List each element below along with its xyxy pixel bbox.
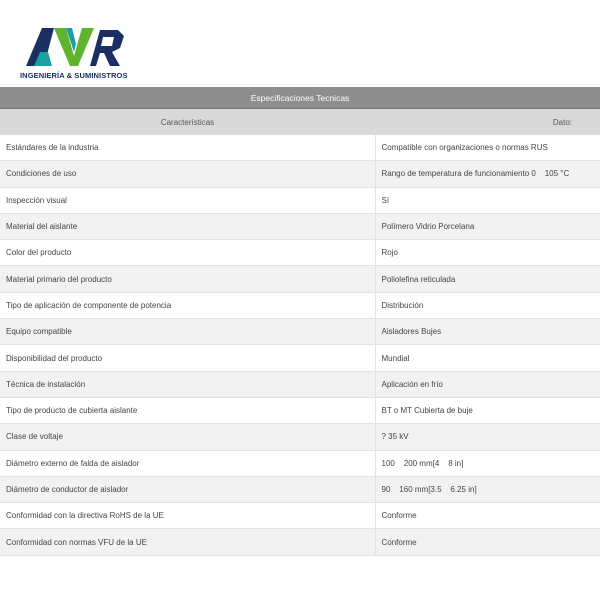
company-logo <box>20 22 130 84</box>
spec-label: Material primario del producto <box>0 266 375 292</box>
spec-label: Equipo compatible <box>0 319 375 345</box>
avr-logo-mark <box>20 22 130 70</box>
spec-label: Tipo de aplicación de componente de potencia <box>0 292 375 318</box>
spec-value: Distribución <box>375 292 600 318</box>
spec-label: Conformidad con normas VFU de la UE <box>0 529 375 555</box>
table-row <box>0 529 600 555</box>
table-row <box>0 450 600 476</box>
specifications-table <box>0 87 600 556</box>
table-row <box>0 345 600 371</box>
table-title: Especificaciones Tecnicas <box>0 87 600 109</box>
spec-label: Diámetro externo de falda de aislador <box>0 450 375 476</box>
spec-label: Color del producto <box>0 240 375 266</box>
table-row <box>0 187 600 213</box>
column-header-value: Dato: <box>375 109 600 136</box>
spec-label: Condiciones de uso <box>0 161 375 187</box>
table-title-row <box>0 87 600 109</box>
spec-value: Mundial <box>375 345 600 371</box>
table-row <box>0 266 600 292</box>
spec-value: Conforme <box>375 529 600 555</box>
spec-label: Conformidad con la directiva RoHS de la UE <box>0 503 375 529</box>
spec-label: Inspección visual <box>0 187 375 213</box>
table-row <box>0 161 600 187</box>
table-row <box>0 292 600 318</box>
spec-value: ? 35 kV <box>375 424 600 450</box>
table-row <box>0 240 600 266</box>
table-row <box>0 135 600 161</box>
spec-value: Rojo <box>375 240 600 266</box>
spec-label: Técnica de instalación <box>0 371 375 397</box>
spec-value: Rango de temperatura de funcionamiento 0 105 °C <box>375 161 600 187</box>
spec-value: BT o MT Cubierta de buje <box>375 397 600 423</box>
company-tagline: INGENIERÍA & SUMINISTROS <box>20 71 128 80</box>
table-row <box>0 319 600 345</box>
spec-value: 90 160 mm[3.5 6.25 in] <box>375 476 600 502</box>
spec-value: Sí <box>375 187 600 213</box>
spec-value: Aisladores Bujes <box>375 319 600 345</box>
spec-label: Disponibilidad del producto <box>0 345 375 371</box>
table-row <box>0 503 600 529</box>
table-row <box>0 476 600 502</box>
table-body <box>0 135 600 555</box>
spec-value: Conforme <box>375 503 600 529</box>
table-row <box>0 213 600 239</box>
spec-label: Diámetro de conductor de aislador <box>0 476 375 502</box>
spec-value: 100 200 mm[4 8 in] <box>375 450 600 476</box>
spec-label: Clase de voltaje <box>0 424 375 450</box>
spec-label: Tipo de producto de cubierta aislante <box>0 397 375 423</box>
spec-value: Polímero Vidrio Porcelana <box>375 213 600 239</box>
table-row <box>0 371 600 397</box>
column-header-characteristic: Características <box>0 109 375 136</box>
spec-value: Compatible con organizaciones o normas RUS <box>375 135 600 161</box>
table-row <box>0 424 600 450</box>
spec-label: Estándares de la industria <box>0 135 375 161</box>
spec-value: Poliolefina reticulada <box>375 266 600 292</box>
spec-value: Aplicación en frío <box>375 371 600 397</box>
table-header-row <box>0 109 600 136</box>
table-row <box>0 397 600 423</box>
spec-label: Material del aislante <box>0 213 375 239</box>
